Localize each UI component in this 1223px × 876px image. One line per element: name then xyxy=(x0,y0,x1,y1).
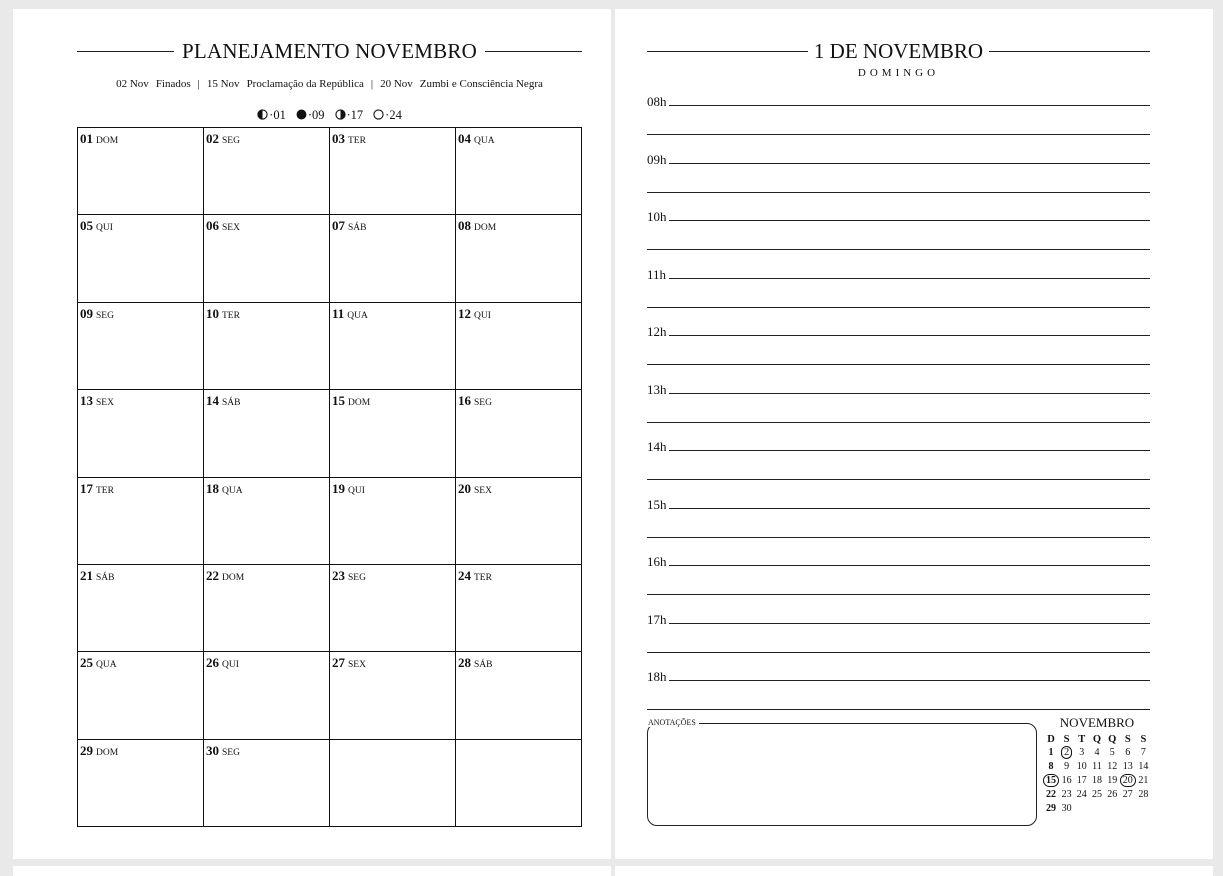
day-cell[interactable] xyxy=(330,565,456,652)
mini-day-number: 9 xyxy=(1064,761,1070,772)
half-hour-line xyxy=(647,422,1150,423)
holiday-name: Finados xyxy=(155,78,191,90)
mini-day-number: 26 xyxy=(1107,789,1118,800)
day-number: 11 xyxy=(332,305,345,321)
mini-day-number: 12 xyxy=(1107,761,1118,772)
day-weekday-abbr: DOM xyxy=(96,747,119,758)
new-moon-icon xyxy=(373,108,385,122)
mini-day[interactable] xyxy=(1120,760,1136,773)
hour-label: 12h xyxy=(647,324,667,339)
day-title: 1 DE NOVEMBRO xyxy=(813,38,984,63)
day-number: 13 xyxy=(80,393,93,409)
mini-day-number: 17 xyxy=(1076,775,1087,786)
hour-label: 08h xyxy=(647,94,667,109)
holiday-separator: | xyxy=(370,78,374,90)
mini-day-number: 30 xyxy=(1061,803,1072,814)
day-cell[interactable] xyxy=(78,740,204,827)
mini-empty-day xyxy=(1120,802,1136,815)
day-number: 02 xyxy=(206,131,219,146)
mini-calendar-grid xyxy=(1043,734,1151,815)
day-weekday-abbr: SEX xyxy=(474,485,492,496)
mini-day[interactable] xyxy=(1120,746,1136,759)
moon-phase-new xyxy=(373,108,402,123)
day-cell[interactable] xyxy=(204,740,330,827)
day-number: 26 xyxy=(206,655,219,671)
mini-day-number: 23 xyxy=(1061,789,1072,800)
day-number: 07 xyxy=(332,218,345,234)
day-weekday-abbr: DOM xyxy=(222,572,245,583)
day-weekday-abbr: TER xyxy=(96,485,114,496)
mini-day[interactable] xyxy=(1059,802,1074,815)
half-hour-line xyxy=(647,364,1150,365)
mini-day[interactable] xyxy=(1136,746,1151,759)
notes-label: ANOTAÇÕES xyxy=(645,718,699,727)
mini-day-number: 21 xyxy=(1138,775,1149,786)
day-cell[interactable] xyxy=(78,303,204,390)
day-cell[interactable] xyxy=(78,215,204,302)
day-cell[interactable] xyxy=(456,128,582,215)
day-number: 16 xyxy=(458,393,471,409)
holiday-separator: | xyxy=(197,78,200,90)
day-cell[interactable] xyxy=(204,303,330,390)
day-number: 15 xyxy=(332,393,345,409)
mini-weekday-header: S xyxy=(1140,734,1147,745)
day-cell[interactable] xyxy=(456,215,582,302)
day-weekday-abbr: SÁB xyxy=(348,223,367,234)
day-number: 22 xyxy=(206,567,219,583)
mini-weekday-header: T xyxy=(1078,734,1086,745)
hour-slot[interactable] xyxy=(647,151,1150,209)
mini-day[interactable] xyxy=(1089,760,1104,773)
hour-slot[interactable] xyxy=(647,323,1150,381)
mini-day-number: 4 xyxy=(1094,747,1100,758)
hour-label: 11h xyxy=(647,266,667,282)
day-cell[interactable] xyxy=(204,390,330,477)
day-cell[interactable] xyxy=(204,565,330,652)
day-cell[interactable] xyxy=(456,565,582,652)
last-quarter-moon-icon xyxy=(335,108,347,122)
mini-day[interactable] xyxy=(1136,788,1151,801)
mini-empty-day xyxy=(1089,802,1104,815)
mini-day[interactable] xyxy=(1105,788,1120,801)
mini-day[interactable] xyxy=(1043,788,1059,801)
hour-line xyxy=(669,450,1150,451)
mini-empty-day xyxy=(1105,802,1120,815)
day-weekday-abbr: TER xyxy=(348,136,366,146)
day-weekday-abbr: QUA xyxy=(474,136,495,146)
hour-label: 16h xyxy=(647,554,667,569)
hour-line xyxy=(669,163,1150,164)
hour-label: 15h xyxy=(647,496,667,512)
mini-day[interactable] xyxy=(1105,760,1120,773)
day-weekday-abbr: QUI xyxy=(222,660,239,671)
month-title-row xyxy=(77,39,582,63)
day-number: 21 xyxy=(80,567,93,583)
mini-day[interactable] xyxy=(1136,774,1151,787)
mini-day-number: 29 xyxy=(1046,803,1056,814)
hour-line xyxy=(669,220,1150,221)
hour-label: 10h xyxy=(647,209,667,224)
moon-phase-date: ·24 xyxy=(385,108,402,122)
hour-label: 17h xyxy=(647,611,667,627)
mini-day-number: 20 xyxy=(1120,774,1136,787)
mini-day[interactable] xyxy=(1089,746,1104,759)
holiday-name: Proclamação da República xyxy=(246,78,364,90)
month-title: PLANEJAMENTO NOVEMBRO xyxy=(182,38,477,63)
day-weekday-abbr: DOM xyxy=(348,398,371,409)
empty-day-cell[interactable] xyxy=(456,740,582,827)
day-weekday-abbr: QUI xyxy=(348,485,365,496)
day-weekday-abbr: QUA xyxy=(222,485,243,496)
mini-day-number: 19 xyxy=(1107,775,1118,786)
day-weekday-abbr: TER xyxy=(222,310,240,321)
mini-calendar-title: NOVEMBRO xyxy=(1059,715,1135,730)
hour-slot[interactable] xyxy=(647,496,1150,554)
mini-day[interactable] xyxy=(1136,760,1151,773)
day-number: 30 xyxy=(206,742,219,758)
hour-label: 13h xyxy=(647,381,667,397)
day-number: 19 xyxy=(332,480,345,496)
day-weekday-abbr: SÁB xyxy=(222,398,241,409)
empty-day-cell[interactable] xyxy=(330,740,456,827)
mini-day[interactable] xyxy=(1089,788,1104,801)
hour-slot[interactable] xyxy=(647,208,1150,266)
day-weekday-abbr: TER xyxy=(474,572,492,583)
day-cell[interactable] xyxy=(78,652,204,739)
day-weekday-abbr: SEX xyxy=(96,398,114,409)
day-title-row xyxy=(647,39,1150,63)
half-hour-line xyxy=(647,652,1150,653)
mini-day[interactable] xyxy=(1089,774,1104,787)
mini-day[interactable] xyxy=(1074,760,1089,773)
hour-label: 18h xyxy=(647,669,667,684)
mini-day[interactable] xyxy=(1059,788,1074,801)
day-number: 20 xyxy=(458,480,471,496)
next-page-edge-right xyxy=(615,866,1213,876)
mini-day[interactable] xyxy=(1105,774,1120,787)
day-weekday-abbr: SEG xyxy=(222,136,240,146)
mini-weekday-header: S xyxy=(1063,734,1070,745)
mini-day[interactable] xyxy=(1105,746,1120,759)
title-rule-right xyxy=(485,51,582,52)
holidays-list xyxy=(77,78,582,90)
hour-slot[interactable] xyxy=(647,266,1150,324)
monthly-planner-page xyxy=(13,9,611,859)
mini-day-number: 10 xyxy=(1076,761,1087,772)
day-number: 29 xyxy=(80,742,93,758)
month-calendar-grid xyxy=(77,127,582,827)
moon-phase-date: ·01 xyxy=(269,108,286,122)
day-weekday-abbr: SEX xyxy=(222,223,240,234)
mini-weekday-header: S xyxy=(1124,734,1131,745)
day-weekday-abbr: DOM xyxy=(96,136,119,146)
moon-phase-date: ·09 xyxy=(307,108,325,122)
day-number: 05 xyxy=(80,218,93,234)
holiday-date: 15 Nov xyxy=(206,78,240,90)
day-number: 28 xyxy=(458,655,471,671)
day-cell[interactable] xyxy=(78,128,204,215)
mini-day[interactable] xyxy=(1043,802,1059,815)
mini-day[interactable] xyxy=(1043,760,1059,773)
mini-day-number: 25 xyxy=(1091,789,1102,800)
day-cell[interactable] xyxy=(204,478,330,565)
day-cell[interactable] xyxy=(456,390,582,477)
day-title-rule-right xyxy=(989,51,1150,52)
half-hour-line xyxy=(647,709,1150,710)
day-number: 01 xyxy=(80,131,93,146)
half-hour-line xyxy=(647,479,1150,480)
day-number: 10 xyxy=(206,305,219,321)
day-cell[interactable] xyxy=(330,128,456,215)
day-title-rule-left xyxy=(647,51,808,52)
half-hour-line xyxy=(647,134,1150,135)
hour-line xyxy=(669,393,1150,394)
title-rule-left xyxy=(77,51,174,52)
mini-day-number: 8 xyxy=(1048,761,1054,772)
mini-day[interactable] xyxy=(1120,774,1136,787)
hour-slot[interactable] xyxy=(647,553,1150,611)
day-number: 06 xyxy=(206,218,219,234)
mini-empty-day xyxy=(1074,802,1089,815)
mini-day-number: 1 xyxy=(1048,747,1054,758)
day-number: 12 xyxy=(458,305,471,321)
day-cell[interactable] xyxy=(330,652,456,739)
mini-day-number: 16 xyxy=(1061,775,1072,786)
day-cell[interactable] xyxy=(330,303,456,390)
hour-line xyxy=(669,623,1150,624)
hourly-schedule xyxy=(647,93,1150,726)
half-hour-line xyxy=(647,307,1150,308)
day-weekday-abbr: DOM xyxy=(474,223,497,234)
holiday-date: 20 Nov xyxy=(380,78,413,90)
day-weekday-abbr: SEG xyxy=(222,747,240,758)
day-number: 04 xyxy=(458,131,471,146)
day-weekday: DOMINGO xyxy=(857,67,940,79)
hour-line xyxy=(669,278,1150,279)
mini-day[interactable] xyxy=(1074,788,1089,801)
day-cell[interactable] xyxy=(330,390,456,477)
daily-planner-page xyxy=(615,9,1213,859)
moon-phase-date: ·17 xyxy=(346,108,364,122)
mini-day-number: 18 xyxy=(1091,775,1102,786)
half-hour-line xyxy=(647,192,1150,193)
hour-slot[interactable] xyxy=(647,438,1150,496)
hour-slot[interactable] xyxy=(647,611,1150,669)
day-number: 08 xyxy=(458,218,471,234)
next-page-edge-left xyxy=(13,866,611,876)
hour-label: 09h xyxy=(647,151,667,167)
day-number: 27 xyxy=(332,655,345,671)
mini-day-number: 14 xyxy=(1138,761,1149,772)
day-number: 25 xyxy=(80,655,93,671)
day-cell[interactable] xyxy=(204,652,330,739)
day-number: 23 xyxy=(332,567,345,583)
mini-empty-day xyxy=(1136,802,1151,815)
full-moon-icon xyxy=(296,108,308,122)
day-weekday-abbr: SÁB xyxy=(474,660,493,671)
mini-day-number: 15 xyxy=(1043,774,1059,787)
day-weekday-abbr: SEG xyxy=(474,398,492,409)
day-number: 17 xyxy=(80,480,93,496)
hour-line xyxy=(669,565,1150,566)
mini-weekday-header: D xyxy=(1047,734,1055,745)
hour-label: 14h xyxy=(647,439,667,454)
mini-day-number: 3 xyxy=(1079,747,1085,758)
moon-phases xyxy=(77,108,582,123)
mini-day[interactable] xyxy=(1059,746,1074,759)
day-cell[interactable] xyxy=(330,478,456,565)
mini-day[interactable] xyxy=(1043,774,1059,787)
mini-day[interactable] xyxy=(1043,746,1059,759)
mini-calendar xyxy=(1043,715,1151,815)
moon-phase-full xyxy=(296,108,325,123)
day-weekday-abbr: QUA xyxy=(96,660,117,671)
day-number: 18 xyxy=(206,480,219,496)
half-hour-line xyxy=(647,249,1150,250)
day-weekday-abbr: QUI xyxy=(474,310,491,321)
day-number: 09 xyxy=(80,305,93,321)
hour-line xyxy=(669,680,1150,681)
day-number: 03 xyxy=(332,131,345,146)
day-cell[interactable] xyxy=(456,303,582,390)
hour-line xyxy=(669,508,1150,509)
notes-box[interactable] xyxy=(647,723,1037,826)
day-cell[interactable] xyxy=(204,215,330,302)
hour-slot[interactable] xyxy=(647,381,1150,439)
half-hour-line xyxy=(647,594,1150,595)
day-weekday-abbr: QUA xyxy=(347,310,368,321)
mini-day[interactable] xyxy=(1059,760,1074,773)
mini-day[interactable] xyxy=(1074,774,1089,787)
holiday-date: 02 Nov xyxy=(116,78,149,90)
day-cell[interactable] xyxy=(456,478,582,565)
mini-day[interactable] xyxy=(1120,788,1136,801)
day-cell[interactable] xyxy=(78,478,204,565)
day-cell[interactable] xyxy=(78,565,204,652)
hour-line xyxy=(669,335,1150,336)
day-weekday-abbr: SEX xyxy=(348,660,366,671)
day-weekday-abbr: SEG xyxy=(96,310,114,321)
first-quarter-moon-icon xyxy=(257,108,269,122)
mini-day-number: 11 xyxy=(1092,761,1102,772)
day-weekday-abbr: QUI xyxy=(96,223,113,234)
day-cell[interactable] xyxy=(456,652,582,739)
mini-day-number: 5 xyxy=(1109,747,1115,758)
half-hour-line xyxy=(647,537,1150,538)
mini-weekday-header: Q xyxy=(1108,734,1117,745)
day-cell[interactable] xyxy=(78,390,204,477)
mini-day-number: 6 xyxy=(1125,747,1131,758)
mini-weekday-header: Q xyxy=(1092,734,1102,745)
mini-day-number: 27 xyxy=(1122,789,1133,800)
day-weekday-abbr: SÁB xyxy=(96,572,115,583)
mini-day-number: 22 xyxy=(1046,789,1056,800)
day-cell[interactable] xyxy=(330,215,456,302)
day-cell[interactable] xyxy=(204,128,330,215)
hour-line xyxy=(669,105,1150,106)
day-number: 24 xyxy=(458,567,471,583)
day-weekday-abbr: SEG xyxy=(348,572,366,583)
moon-phase-last-quarter xyxy=(335,108,364,123)
mini-day-number: 2 xyxy=(1061,746,1072,759)
hour-slot[interactable] xyxy=(647,93,1150,151)
mini-day[interactable] xyxy=(1059,774,1074,787)
mini-day-number: 24 xyxy=(1076,789,1087,800)
mini-day[interactable] xyxy=(1074,746,1089,759)
moon-phase-first-quarter xyxy=(257,108,286,123)
holiday-name: Zumbi e Consciência Negra xyxy=(419,78,543,90)
mini-day-number: 13 xyxy=(1122,761,1133,772)
mini-day-number: 28 xyxy=(1138,789,1149,800)
mini-day-number: 7 xyxy=(1140,747,1146,758)
day-number: 14 xyxy=(206,393,219,409)
